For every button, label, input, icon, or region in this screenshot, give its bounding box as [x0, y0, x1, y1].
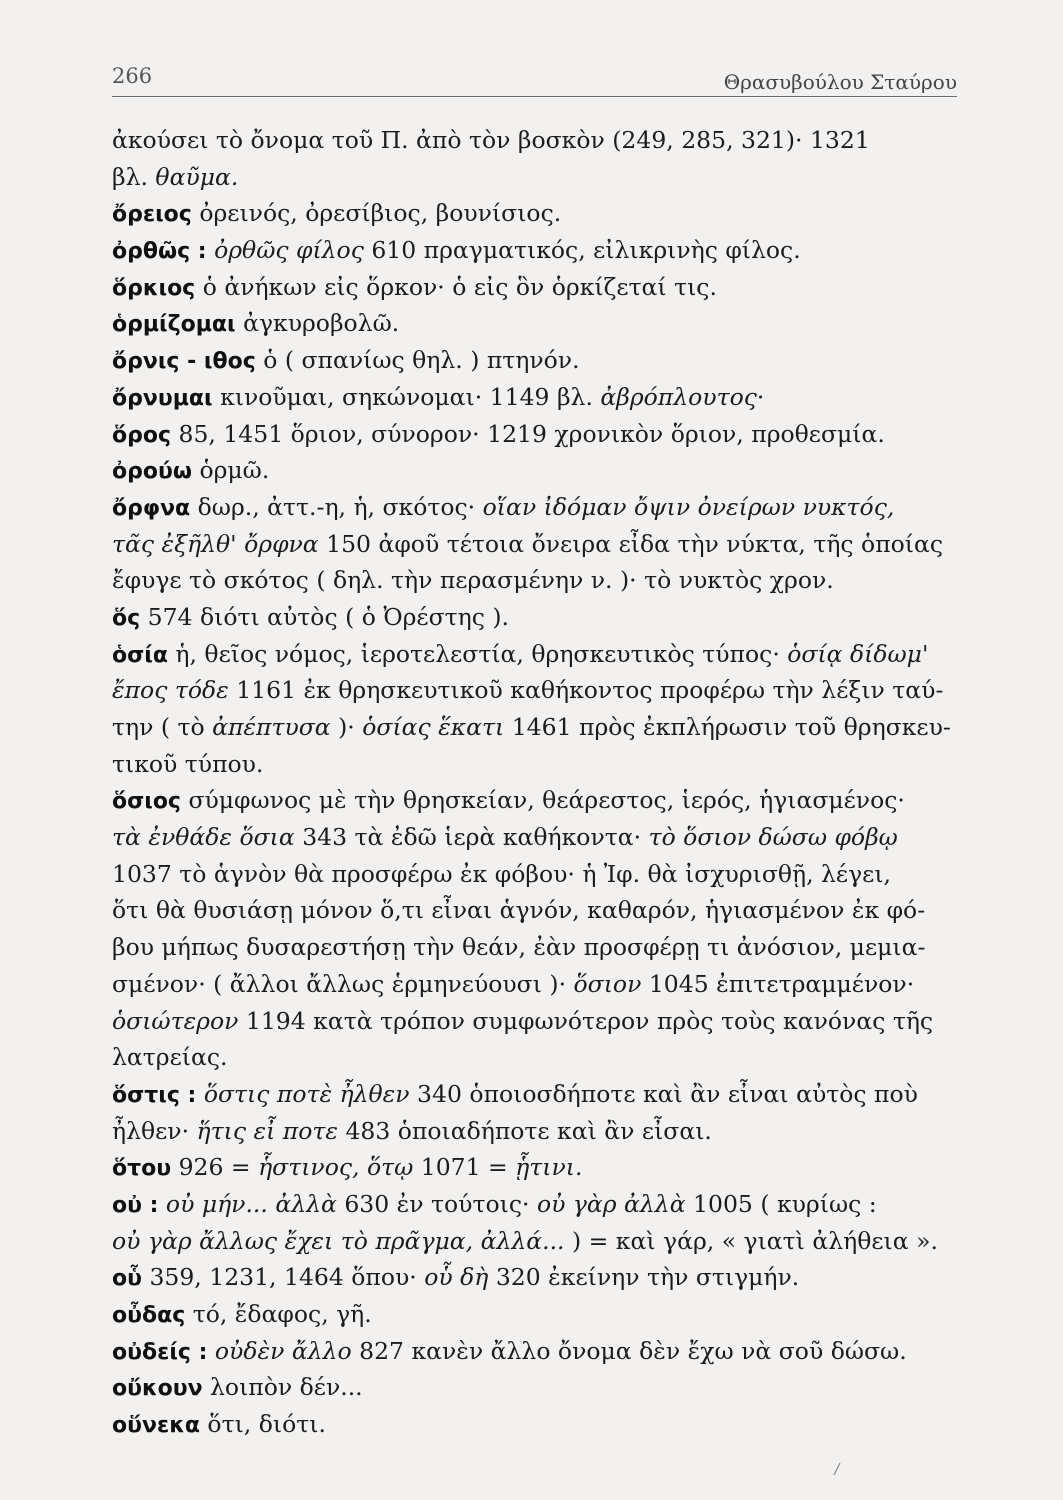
definition-text	[196, 1080, 203, 1108]
text-line	[112, 269, 960, 306]
text-line	[112, 379, 960, 416]
quoted-phrase: τὸ ὅσιον δώσω φόβῳ	[648, 823, 898, 852]
text-line	[112, 122, 960, 159]
text-line	[112, 892, 960, 929]
definition-text: ἔφυγε τὸ σκότος ( δηλ. τὴν περασμένην ν. )· τὸ νυκτὸς χρον.	[112, 566, 834, 595]
text-line	[112, 709, 960, 746]
definition-text: ὁ ( σπανίως θηλ. ) πτηνόν.	[255, 346, 580, 375]
definition-text: ἀκούσει τὸ ὄνομα τοῦ Π. ἀπὸ τὸν βοσκὸν (249, 285, 321)· 1321	[112, 126, 870, 154]
definition-text: 359, 1231, 1464 ὅπου·	[141, 1263, 425, 1292]
quoted-phrase: ὁσιώτερον	[112, 1006, 239, 1035]
definition-text	[158, 1190, 165, 1218]
quoted-phrase: ἧστινος, ὅτῳ	[258, 1153, 414, 1182]
text-line	[112, 159, 960, 196]
headword: ὅς	[112, 605, 141, 631]
quoted-phrase: ὀρθῶς φίλος	[214, 236, 364, 265]
text-line	[112, 599, 960, 636]
text-line	[112, 1003, 960, 1040]
definition-text: ὁρμῶ.	[191, 456, 270, 485]
headword: οὖδας	[112, 1303, 186, 1328]
definition-text: ὀρεινός, ὀρεσίβιος, βουνίσιος.	[191, 199, 562, 228]
headword: ὄρφνα	[112, 495, 191, 521]
definition-text: ἦλθεν·	[112, 1116, 197, 1145]
quoted-phrase: οἵαν ἰδόμαν ὄψιν ὀνείρων νυκτός,	[482, 492, 895, 521]
definition-text: 1045 ἐπιτετραμμένον·	[641, 969, 915, 998]
quoted-phrase: ἀπέπτυσα	[212, 713, 331, 741]
definition-text: 1037 τὸ ἁγνὸν θὰ προσφέρω ἐκ φόβου· ἡ Ἰφ. θὰ ἰσχυρισθῇ, λέγει,	[112, 859, 892, 888]
definition-text: 483 ὁποιαδήποτε καὶ ἂν εἶσαι.	[337, 1116, 712, 1145]
quoted-phrase: ὅσιον	[573, 969, 642, 998]
text-line	[112, 746, 960, 783]
headword: ὅρκιος	[112, 275, 196, 301]
page-number: 266	[112, 64, 153, 88]
text-line	[112, 636, 960, 673]
definition-text: 610 πραγματικός, εἰλικρινὴς φίλος.	[363, 236, 801, 265]
headword: οὗ	[112, 1266, 142, 1292]
quoted-phrase: οὗ δὴ	[424, 1263, 489, 1292]
text-line	[112, 1223, 960, 1260]
definition-text: 1461 πρὸς ἐκπλήρωσιν τοῦ θρησκευ-	[504, 713, 951, 741]
text-line	[112, 1113, 960, 1150]
definition-text: βλ.	[112, 162, 156, 191]
text-line	[112, 526, 960, 563]
headword: ὄρνις - ιθος	[112, 349, 256, 375]
text-line	[112, 966, 960, 1003]
definition-text: τό, ἔδαφος, γῆ.	[185, 1300, 372, 1328]
headword: οὐ :	[112, 1192, 159, 1218]
text-line	[112, 819, 960, 856]
definition-text: 1071 =	[413, 1153, 516, 1182]
text-line	[112, 305, 960, 342]
headword: ὀρούω	[112, 459, 192, 485]
headword: ὅτου	[112, 1156, 172, 1182]
definition-text: λατρείας.	[112, 1043, 228, 1072]
text-line	[112, 1076, 960, 1113]
definition-text: 827 κανὲν ἄλλο ὄνομα δὲν ἔχω νὰ σοῦ δώσω.	[351, 1336, 907, 1365]
quoted-phrase: θαῦμα.	[155, 162, 239, 191]
text-line	[112, 782, 960, 819]
text-line	[112, 232, 960, 269]
text-line	[112, 929, 960, 966]
quoted-phrase: ὁσίας ἕκατι	[362, 713, 505, 741]
headword: ὅρος	[112, 422, 172, 448]
definition-text: 340 ὁποιοσδήποτε καὶ ἂν εἶναι αὐτὸς ποὺ	[409, 1079, 918, 1108]
page-header	[112, 60, 957, 97]
headword: ὅστις :	[112, 1082, 197, 1108]
quoted-phrase: ὁσίᾳ δίδωμ'	[787, 639, 929, 668]
text-line	[112, 1039, 960, 1076]
definition-text: δωρ., ἀττ.-η, ἡ, σκότος·	[190, 492, 483, 521]
text-line	[112, 1186, 960, 1223]
definition-text: ὅτι θὰ θυσιάσῃ μόνον ὅ,τι εἶναι ἁγνόν, καθαρόν, ἡγιασμένον ἐκ φό-	[112, 896, 926, 925]
headword: ὁρμίζομαι	[112, 312, 236, 338]
definition-text: 630 ἐν τούτοις·	[336, 1189, 537, 1218]
definition-text: την ( τὸ	[112, 713, 213, 741]
text-line	[112, 562, 960, 599]
running-title: Θρασυβούλου Σταύρου	[723, 70, 957, 94]
text-line	[112, 452, 960, 489]
quoted-phrase: οὐδὲν ἄλλο	[214, 1336, 352, 1365]
definition-text: 1005 ( κυρίως :	[685, 1189, 877, 1218]
definition-text	[207, 1337, 214, 1365]
headword: ὄρνυμαι	[112, 385, 213, 411]
definition-text: 320 ἐκείνην τὴν στιγμήν.	[488, 1263, 800, 1292]
definition-text: ὅτι, διότι.	[199, 1410, 326, 1439]
text-line	[112, 1333, 960, 1370]
definition-text: ὁ ἀνήκων εἰς ὅρκον· ὁ εἰς ὃν ὁρκίζεταί τις.	[195, 272, 717, 301]
text-line	[112, 856, 960, 893]
definition-text: λοιπὸν δέν...	[202, 1373, 363, 1402]
quoted-phrase: οὐ γὰρ ἀλλὰ	[536, 1189, 686, 1218]
definition-text: 343 τὰ ἐδῶ ἱερὰ καθήκοντα·	[294, 823, 649, 852]
definition-text: 574 διότι αὐτὸς ( ὁ Ὀρέστης ).	[140, 602, 509, 631]
definition-text: ) = καὶ γάρ, « γιατὶ ἀλήθεια ».	[564, 1226, 938, 1255]
pen-mark-icon	[832, 1462, 842, 1476]
text-line	[112, 1369, 960, 1406]
definition-text: 1161 ἐκ θρησκευτικοῦ καθήκοντος προφέρω τὴν λέξιν ταύ-	[228, 676, 944, 705]
text-line	[112, 342, 960, 379]
glossary-body	[112, 122, 960, 1443]
definition-text: ἡ, θεῖος νόμος, ἱεροτελεστία, θρησκευτικὸς τύπος·	[167, 639, 788, 668]
headword: ὅσιος	[112, 789, 181, 815]
definition-text: βου μήπως δυσαρεστήσῃ τὴν θεάν, ἐὰν προσφέρῃ τι ἀνόσιον, μεμια-	[112, 933, 926, 962]
quoted-phrase: οὐ γὰρ ἄλλως ἔχει τὸ πρᾶγμα, ἀλλά...	[112, 1226, 565, 1255]
definition-text: ἀγκυροβολῶ.	[235, 309, 400, 338]
definition-text: 85, 1451 ὅριον, σύνορον· 1219 χρονικὸν ὅριον, προθεσμία.	[171, 419, 885, 448]
definition-text: 926 =	[171, 1153, 259, 1182]
definition-text: 1194 κατὰ τρόπον συμφωνότερον πρὸς τοὺς κανόνας τῆς	[238, 1006, 934, 1035]
text-line	[112, 489, 960, 526]
definition-text: 150 ἀφοῦ τέτοια ὄνειρα εἶδα τὴν νύκτα, τῆς ὁποίας	[318, 529, 944, 558]
text-line	[112, 195, 960, 232]
text-line	[112, 416, 960, 453]
quoted-phrase: οὐ μήν... ἀλλὰ	[165, 1189, 337, 1218]
quoted-phrase: τὰ ἐνθάδε ὅσια	[112, 823, 295, 852]
headword: ὁσία	[112, 642, 168, 668]
definition-text: )·	[330, 713, 363, 741]
headword: ὀρθῶς :	[112, 239, 207, 265]
quoted-phrase: ἔπος τόδε	[112, 676, 229, 705]
quoted-phrase: ἀβρόπλουτος·	[600, 382, 765, 411]
headword: οὕνεκα	[112, 1413, 200, 1439]
text-line	[112, 1296, 960, 1333]
quoted-phrase: ἥτις εἶ ποτε	[196, 1116, 338, 1145]
headword: οὐδείς :	[112, 1339, 208, 1365]
definition-text: σύμφωνος μὲ τὴν θρησκείαν, θεάρεστος, ἱερός, ἡγιασμένος·	[180, 786, 905, 815]
definition-text	[207, 236, 214, 264]
quoted-phrase: ᾗτινι.	[515, 1153, 583, 1182]
definition-text: τικοῦ τύπου.	[112, 749, 264, 778]
quoted-phrase: τᾶς ἐξῆλθ' ὄρφνα	[112, 529, 319, 558]
definition-text: κινοῦμαι, σηκώνομαι· 1149 βλ.	[212, 382, 601, 411]
headword: ὄρειος	[112, 202, 192, 228]
headword: οὔκουν	[112, 1376, 203, 1402]
text-line	[112, 1149, 960, 1186]
text-line	[112, 1406, 960, 1443]
text-line	[112, 1259, 960, 1296]
quoted-phrase: ὅστις ποτὲ ἦλθεν	[203, 1079, 410, 1108]
text-line	[112, 672, 960, 709]
definition-text: σμένον· ( ἄλλοι ἄλλως ἑρμηνεύουσι )·	[112, 969, 574, 998]
